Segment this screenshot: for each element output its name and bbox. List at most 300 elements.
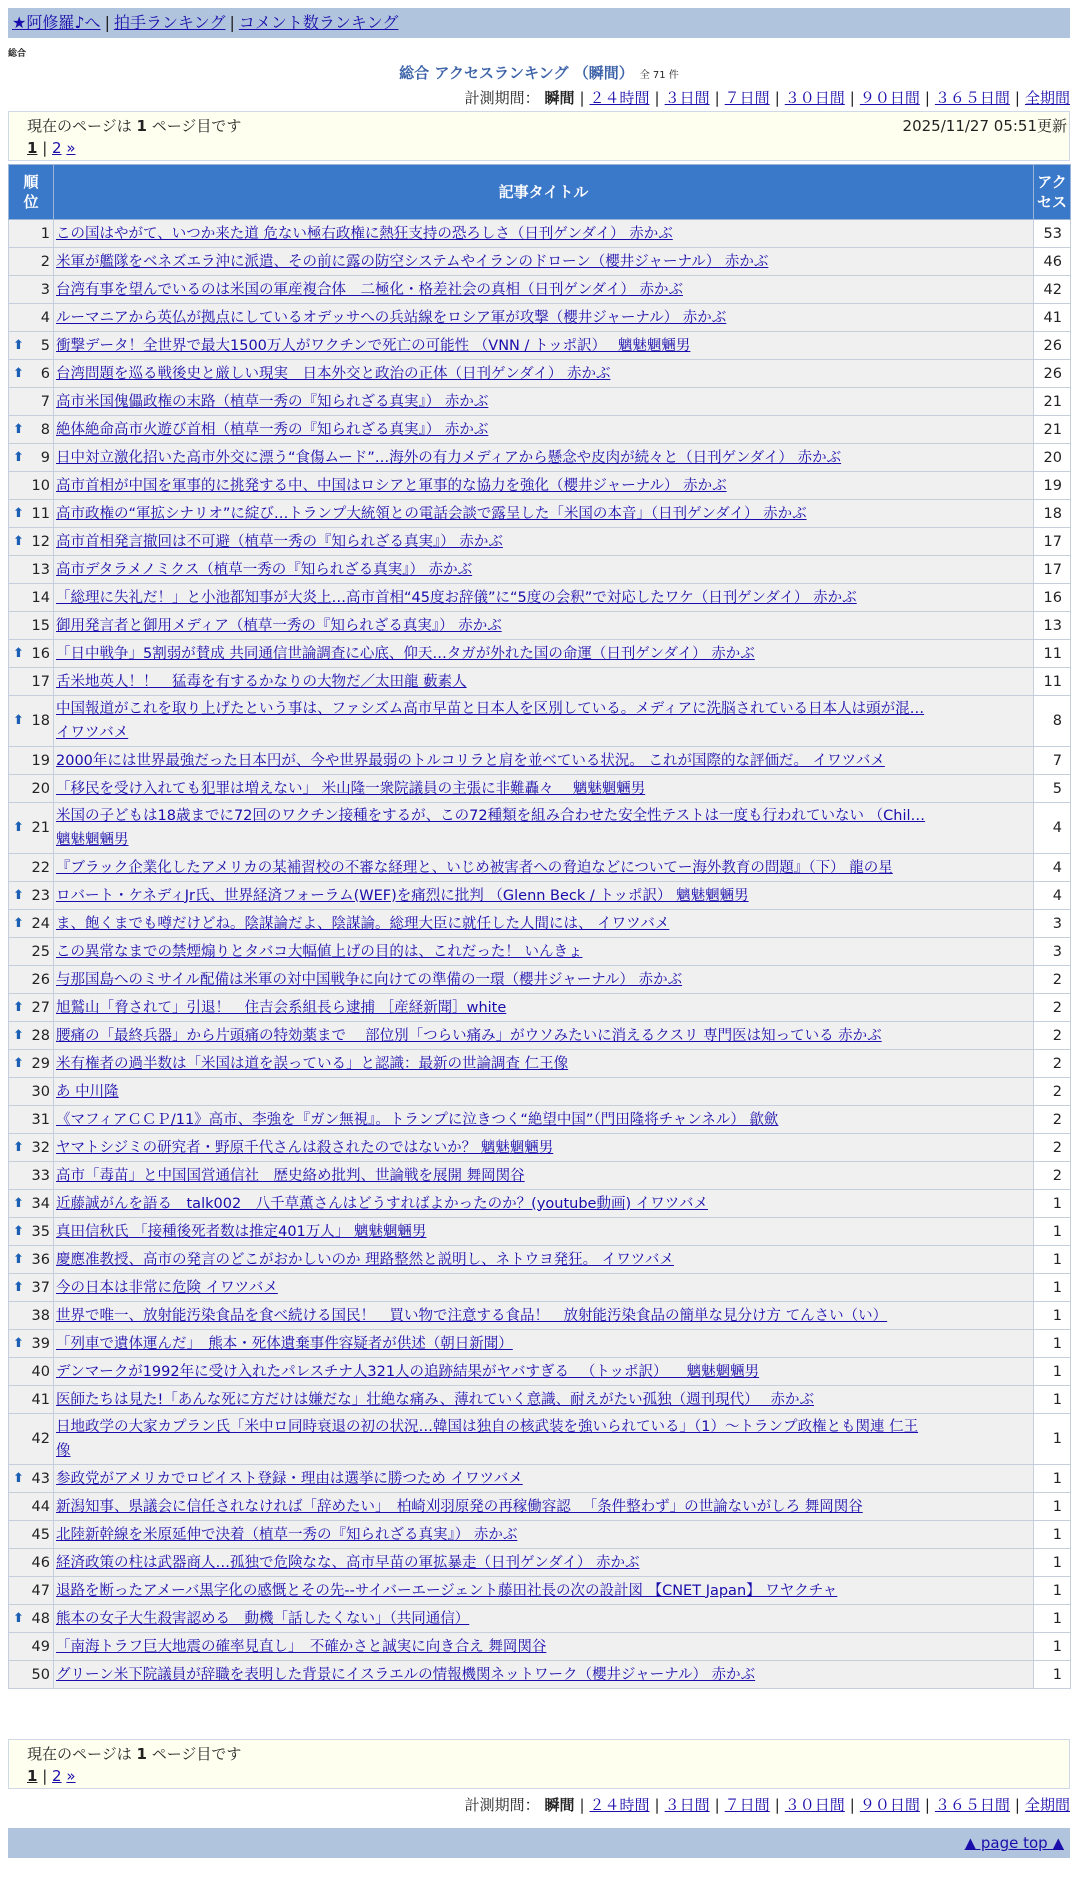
period-label: 計測期間： bbox=[464, 89, 540, 107]
period-current: 瞬間 bbox=[544, 1796, 575, 1814]
article-title-link[interactable]: 台湾有事を望んでいるのは米国の軍産複合体 二極化・格差社会の真相（日刊ゲンダイ） 赤かぶ bbox=[56, 281, 683, 298]
article-title-link[interactable]: 『ブラック企業化したアメリカの某補習校の不審な経理と、いじめ被害者への脅迫などについてー海外教育の問題』（下） 龍の星 bbox=[56, 859, 893, 876]
article-title-link[interactable]: 高市首相が中国を軍事的に挑発する中、中国はロシアと軍事的な協力を強化（櫻井ジャーナル） 赤かぶ bbox=[56, 477, 727, 494]
rank-number: 3 bbox=[40, 281, 50, 298]
rank-number: 11 bbox=[31, 505, 50, 522]
title-cell bbox=[54, 416, 1034, 444]
rank-number: 8 bbox=[40, 421, 50, 438]
rank-cell bbox=[9, 1190, 54, 1218]
title-cell bbox=[54, 747, 1034, 775]
table-row bbox=[9, 416, 1071, 444]
table-row bbox=[9, 388, 1071, 416]
table-row bbox=[9, 276, 1071, 304]
title-cell bbox=[54, 1521, 1034, 1549]
up-arrow-icon: ⬆ bbox=[13, 337, 24, 353]
pager-next[interactable]: » bbox=[66, 1767, 76, 1785]
page-text-suffix: ページ目です bbox=[151, 1745, 242, 1763]
nav-link-comment-ranking[interactable]: コメント数ランキング bbox=[238, 13, 399, 32]
access-count: 1 bbox=[1034, 1493, 1071, 1521]
article-title-link[interactable]: 経済政策の柱は武器商人…孤独で危険なな、高市早苗の軍拡暴走（日刊ゲンダイ） 赤かぶ bbox=[56, 1554, 640, 1571]
rank-number: 27 bbox=[31, 999, 50, 1016]
article-title-link[interactable]: 熊本の女子大生殺害認める 動機「話したくない」（共同通信） bbox=[56, 1610, 470, 1627]
rank-number: 6 bbox=[40, 365, 50, 382]
title-cell bbox=[54, 528, 1034, 556]
title-cell bbox=[54, 304, 1034, 332]
article-title-link[interactable]: 真田信秋氏 「接種後死者数は推定401万人」 魑魅魍魎男 bbox=[56, 1223, 427, 1240]
table-row bbox=[9, 1358, 1071, 1386]
access-count: 8 bbox=[1034, 696, 1071, 747]
table-row bbox=[9, 1549, 1071, 1577]
rank-number: 38 bbox=[31, 1307, 50, 1324]
article-author-link[interactable]: イワツバメ bbox=[56, 725, 129, 741]
rank-cell bbox=[9, 775, 54, 803]
pager-page-2[interactable]: 2 bbox=[52, 139, 62, 157]
title-cell bbox=[54, 1106, 1034, 1134]
rank-cell bbox=[9, 332, 54, 360]
article-title-link[interactable]: 旭鷲山「脅されて」引退！ 住吉会系組長ら逮捕 ［産経新聞］white bbox=[56, 999, 507, 1016]
period-365d[interactable]: ３６５日間 bbox=[934, 1796, 1010, 1814]
title-cell bbox=[54, 276, 1034, 304]
rank-cell bbox=[9, 1246, 54, 1274]
title-cell bbox=[54, 1465, 1034, 1493]
table-row bbox=[9, 854, 1071, 882]
article-title-link[interactable]: 新潟知事、県議会に信任されなければ「辞めたい」 柏崎刈羽原発の再稼働容認 「条件整わず」の世論ないがしろ 舞岡関谷 bbox=[56, 1498, 863, 1515]
title-cell bbox=[54, 332, 1034, 360]
rank-cell bbox=[9, 472, 54, 500]
article-title-link[interactable]: 世界で唯一、放射能汚染食品を食べ続ける国民！ 買い物で注意する食品！ 放射能汚染食品の簡単な見分け方 てんさい（い） bbox=[56, 1307, 888, 1324]
title-cell bbox=[54, 1493, 1034, 1521]
title-cell bbox=[54, 556, 1034, 584]
table-row bbox=[9, 528, 1071, 556]
article-title-link[interactable]: ま、飽くまでも噂だけどね。陰謀論だよ、陰謀論。総理大臣に就任した人間には、 イワツバメ bbox=[56, 915, 670, 932]
title-cell bbox=[54, 994, 1034, 1022]
article-title-link[interactable]: 高市首相発言撤回は不可避（植草一秀の『知られざる真実』） 赤かぶ bbox=[56, 533, 503, 550]
updated-timestamp: 2025/11/27 05:51更新 bbox=[902, 117, 1067, 135]
rank-number: 29 bbox=[31, 1055, 50, 1072]
article-title-link[interactable]: 「南海トラフ巨大地震の確率見直し」 不確かさと誠実に向き合え 舞岡関谷 bbox=[56, 1638, 547, 1655]
access-count: 5 bbox=[1034, 775, 1071, 803]
rank-cell bbox=[9, 444, 54, 472]
up-arrow-icon: ⬆ bbox=[13, 1610, 24, 1626]
rank-cell bbox=[9, 1274, 54, 1302]
article-title-link[interactable]: 医師たちは見た!「あんな死に方だけは嫌だな」壮絶な痛み、薄れていく意識、耐えがたい孤独（週刊現代） 赤かぶ bbox=[56, 1391, 815, 1408]
access-count: 2 bbox=[1034, 1050, 1071, 1078]
page-title bbox=[0, 62, 1078, 83]
article-title-link[interactable]: 参政党がアメリカでロビイスト登録・理由は選挙に勝つため イワツバメ bbox=[56, 1470, 523, 1487]
rank-number: 17 bbox=[31, 673, 50, 690]
article-author-link[interactable]: 像 bbox=[56, 1443, 71, 1459]
rank-number: 9 bbox=[40, 449, 50, 466]
access-count: 1 bbox=[1034, 1190, 1071, 1218]
title-cell bbox=[54, 584, 1034, 612]
pager-page-2[interactable]: 2 bbox=[52, 1767, 62, 1785]
page-info-top bbox=[8, 111, 1070, 161]
title-cell bbox=[54, 1330, 1034, 1358]
article-title-link[interactable]: この国はやがて、いつか来た道 危ない極右政権に熱狂支持の恐ろしさ（日刊ゲンダイ） 赤かぶ bbox=[56, 225, 673, 242]
rank-number: 24 bbox=[31, 915, 50, 932]
top-nav-bar bbox=[8, 8, 1070, 38]
rank-number: 1 bbox=[40, 225, 50, 242]
page-number: 1 bbox=[136, 1745, 147, 1763]
access-count: 1 bbox=[1034, 1330, 1071, 1358]
article-title-link[interactable]: 日地政学の大家カプラン氏「米中ロ同時衰退の初の状況…韓国は独自の核武装を強いられている」（1）～トランプ政権とも関連 仁王 bbox=[56, 1419, 919, 1435]
period-30d[interactable]: ３０日間 bbox=[784, 89, 845, 107]
table-row bbox=[9, 472, 1071, 500]
article-title-link[interactable]: 《マフィアＣＣＰ/11》高市、李強を『ガン無視』。トランプに泣きつく“絶望中国”（門田隆将チャンネル） 歙歛 bbox=[56, 1111, 779, 1128]
table-row bbox=[9, 1577, 1071, 1605]
access-count: 2 bbox=[1034, 966, 1071, 994]
title-cell bbox=[54, 1274, 1034, 1302]
title-cell bbox=[54, 360, 1034, 388]
header-access: アクセス bbox=[1034, 165, 1071, 220]
table-row bbox=[9, 696, 1071, 747]
article-title-link[interactable]: ルーマニアから英仏が拠点にしているオデッサへの兵站線をロシア軍が攻撃（櫻井ジャーナル） 赤かぶ bbox=[56, 309, 727, 326]
table-row bbox=[9, 1414, 1071, 1465]
period-all[interactable]: 全期間 bbox=[1024, 1796, 1070, 1814]
rank-cell bbox=[9, 696, 54, 747]
article-title-link[interactable]: 台湾問題を巡る戦後史と厳しい現実 日本外交と政治の正体（日刊ゲンダイ） 赤かぶ bbox=[56, 365, 611, 382]
up-arrow-icon: ⬆ bbox=[13, 915, 24, 931]
rank-number: 19 bbox=[31, 752, 50, 769]
table-row bbox=[9, 1661, 1071, 1689]
article-title-link[interactable]: 御用発言者と御用メディア（植草一秀の『知られざる真実』） 赤かぶ bbox=[56, 617, 502, 634]
article-title-link[interactable]: 高市「毒苗」と中国国営通信社 歴史絡め批判、世論戦を展開 舞岡関谷 bbox=[56, 1167, 525, 1184]
article-title-link[interactable]: グリーン米下院議員が辞職を表明した背景にイスラエルの情報機関ネットワーク（櫻井ジャーナル） 赤かぶ bbox=[56, 1666, 756, 1683]
period-7d[interactable]: ７日間 bbox=[724, 1796, 770, 1814]
article-title-link[interactable]: 日中対立激化招いた高市外交に漂う“食傷ムード”…海外の有力メディアから懸念や皮肉が続々と（日刊ゲンダイ） 赤かぶ bbox=[56, 449, 842, 466]
period-90d[interactable]: ９０日間 bbox=[859, 1796, 920, 1814]
title-cell bbox=[54, 854, 1034, 882]
ranking-table bbox=[8, 164, 1071, 1689]
title-cell bbox=[54, 472, 1034, 500]
title-cell bbox=[54, 1078, 1034, 1106]
rank-cell bbox=[9, 1078, 54, 1106]
rank-cell bbox=[9, 1493, 54, 1521]
table-row bbox=[9, 994, 1071, 1022]
title-cell bbox=[54, 1190, 1034, 1218]
rank-cell bbox=[9, 1465, 54, 1493]
access-count: 1 bbox=[1034, 1465, 1071, 1493]
rank-cell bbox=[9, 1134, 54, 1162]
period-30d[interactable]: ３０日間 bbox=[784, 1796, 845, 1814]
title-cell bbox=[54, 1302, 1034, 1330]
access-count: 7 bbox=[1034, 747, 1071, 775]
period-all[interactable]: 全期間 bbox=[1024, 89, 1070, 107]
rank-cell bbox=[9, 1022, 54, 1050]
rank-cell bbox=[9, 1386, 54, 1414]
table-row bbox=[9, 584, 1071, 612]
rank-cell bbox=[9, 938, 54, 966]
table-row bbox=[9, 1078, 1071, 1106]
access-count: 1 bbox=[1034, 1302, 1071, 1330]
period-7d[interactable]: ７日間 bbox=[724, 89, 770, 107]
title-cell bbox=[54, 640, 1034, 668]
rank-cell bbox=[9, 668, 54, 696]
access-count: 2 bbox=[1034, 994, 1071, 1022]
period-24h[interactable]: ２４時間 bbox=[589, 89, 650, 107]
rank-cell bbox=[9, 304, 54, 332]
article-title-link[interactable]: 衝撃データ！全世界で最大1500万人がワクチンで死亡の可能性 （VNN / トッポ訳） 魑魅魍魎男 bbox=[56, 337, 691, 354]
rank-cell bbox=[9, 747, 54, 775]
rank-number: 15 bbox=[31, 617, 50, 634]
up-arrow-icon: ⬆ bbox=[13, 645, 24, 661]
rank-cell bbox=[9, 1050, 54, 1078]
access-count: 19 bbox=[1034, 472, 1071, 500]
rank-cell bbox=[9, 612, 54, 640]
rank-number: 34 bbox=[31, 1195, 50, 1212]
article-title-link[interactable]: デンマークが1992年に受け入れたパレスチナ人321人の追跡結果がヤバすぎる （トッポ訳） 魑魅魍魎男 bbox=[56, 1363, 760, 1380]
article-title-link[interactable]: この異常なまでの禁煙煽りとタバコ大幅値上げの目的は、これだった！ いんきょ bbox=[56, 943, 583, 960]
up-arrow-icon: ⬆ bbox=[13, 421, 24, 437]
up-arrow-icon: ⬆ bbox=[13, 1470, 24, 1486]
page-top-link[interactable]: ▲ page top ▲ bbox=[964, 1834, 1064, 1852]
access-count: 2 bbox=[1034, 1106, 1071, 1134]
title-cell bbox=[54, 1134, 1034, 1162]
table-row bbox=[9, 1106, 1071, 1134]
access-count: 2 bbox=[1034, 1134, 1071, 1162]
rank-cell bbox=[9, 994, 54, 1022]
rank-cell bbox=[9, 416, 54, 444]
header-rank: 順位 bbox=[9, 165, 54, 220]
access-count: 4 bbox=[1034, 803, 1071, 854]
article-title-link[interactable]: 米軍が艦隊をベネズエラ沖に派遣、その前に露の防空システムやイランのドローン（櫻井ジャーナル） 赤かぶ bbox=[56, 253, 769, 270]
title-cell bbox=[54, 612, 1034, 640]
article-title-link[interactable]: 2000年には世界最強だった日本円が、今や世界最弱のトルコリラと肩を並べている状況。 これが国際的な評価だ。 イワツバメ bbox=[56, 752, 885, 769]
table-row bbox=[9, 1521, 1071, 1549]
rank-number: 44 bbox=[31, 1498, 50, 1515]
rank-cell bbox=[9, 360, 54, 388]
period-selector-bottom: 計測期間： 瞬間 | ２４時間 | ３日間 | ７日間 | ３０日間 | ９０日間 | ３６５日間 | 全期間 bbox=[464, 1796, 1070, 1814]
title-cell bbox=[54, 1022, 1034, 1050]
rank-cell bbox=[9, 528, 54, 556]
article-title-link[interactable]: あ 中川隆 bbox=[56, 1083, 119, 1100]
current-page-text bbox=[27, 115, 241, 136]
rank-cell bbox=[9, 803, 54, 854]
nav-separator: | bbox=[229, 13, 235, 32]
access-count: 21 bbox=[1034, 388, 1071, 416]
title-cell bbox=[54, 696, 1034, 747]
table-row bbox=[9, 1302, 1071, 1330]
nav-link-asyura[interactable]: ★阿修羅♪へ bbox=[12, 13, 101, 32]
title-cell bbox=[54, 1633, 1034, 1661]
rank-number: 43 bbox=[31, 1470, 50, 1487]
table-row bbox=[9, 1246, 1071, 1274]
access-count: 21 bbox=[1034, 416, 1071, 444]
table-row bbox=[9, 938, 1071, 966]
table-row bbox=[9, 556, 1071, 584]
access-count: 16 bbox=[1034, 584, 1071, 612]
table-row bbox=[9, 1605, 1071, 1633]
rank-number: 16 bbox=[31, 645, 50, 662]
access-count: 2 bbox=[1034, 1022, 1071, 1050]
article-title-link[interactable]: 「移民を受け入れても犯罪は増えない」 米山隆一衆院議員の主張に非難轟々 魑魅魍魎男 bbox=[56, 780, 646, 797]
access-count: 18 bbox=[1034, 500, 1071, 528]
table-row bbox=[9, 1330, 1071, 1358]
up-arrow-icon: ⬆ bbox=[13, 505, 24, 521]
rank-cell bbox=[9, 1633, 54, 1661]
access-count: 41 bbox=[1034, 304, 1071, 332]
title-cell bbox=[54, 248, 1034, 276]
period-365d[interactable]: ３６５日間 bbox=[934, 89, 1010, 107]
pagination-top: 1 | 2 » bbox=[27, 139, 76, 157]
article-title-link[interactable]: 退路を断ったアメーバ黒字化の感慨とその先--サイバーエージェント藤田社長の次の設計図 【CNET Japan】 ワヤクチャ bbox=[56, 1582, 838, 1599]
table-row bbox=[9, 612, 1071, 640]
title-cell bbox=[54, 775, 1034, 803]
rank-cell bbox=[9, 1661, 54, 1689]
article-title-link[interactable]: 絶体絶命高市火遊び首相（植草一秀の『知られざる真実』） 赤かぶ bbox=[56, 421, 489, 438]
article-author-link[interactable]: 魑魅魍魎男 bbox=[56, 832, 129, 848]
title-cell bbox=[54, 444, 1034, 472]
article-title-link[interactable]: 慶應准教授、高市の発言のどこがおかしいのか 理路整然と説明し、ネトウヨ発狂。 イワツバメ bbox=[56, 1251, 674, 1268]
rank-number: 7 bbox=[40, 393, 50, 410]
rank-number: 50 bbox=[31, 1666, 50, 1683]
article-title-link[interactable]: 中国報道がこれを取り上げたという事は、ファシズム高市早苗と日本人を区別している。メディアに洗脳されている日本人は頭が混… bbox=[56, 701, 925, 717]
title-cell bbox=[54, 1661, 1034, 1689]
title-cell bbox=[54, 388, 1034, 416]
rank-number: 39 bbox=[31, 1335, 50, 1352]
table-row bbox=[9, 966, 1071, 994]
rank-cell bbox=[9, 1358, 54, 1386]
pager-next[interactable]: » bbox=[66, 139, 76, 157]
up-arrow-icon: ⬆ bbox=[13, 1251, 24, 1267]
period-selector-top: 計測期間： 瞬間 | ２４時間 | ３日間 | ７日間 | ３０日間 | ９０日間 | ３６５日間 | 全期間 bbox=[464, 89, 1070, 107]
rank-cell bbox=[9, 1302, 54, 1330]
rank-number: 25 bbox=[31, 943, 50, 960]
rank-cell bbox=[9, 220, 54, 248]
table-row bbox=[9, 1493, 1071, 1521]
access-count: 42 bbox=[1034, 276, 1071, 304]
article-title-link[interactable]: 与那国島へのミサイル配備は米軍の対中国戦争に向けての準備の一環（櫻井ジャーナル） 赤かぶ bbox=[56, 971, 683, 988]
rank-number: 5 bbox=[40, 337, 50, 354]
rank-cell bbox=[9, 248, 54, 276]
rank-number: 30 bbox=[31, 1083, 50, 1100]
nav-link-applause-ranking[interactable]: 拍手ランキング bbox=[113, 13, 226, 32]
article-title-link[interactable]: 高市デタラメノミクス（植草一秀の『知られざる真実』） 赤かぶ bbox=[56, 561, 473, 578]
access-count: 13 bbox=[1034, 612, 1071, 640]
rank-cell bbox=[9, 500, 54, 528]
up-arrow-icon: ⬆ bbox=[13, 999, 24, 1015]
total-count: 全 71 件 bbox=[639, 70, 679, 81]
title-cell bbox=[54, 966, 1034, 994]
article-title-link[interactable]: 腰痛の「最終兵器」から片頭痛の特効薬まで 部位別「つらい痛み」がウソみたいに消えるクスリ 専門医は知っている 赤かぶ bbox=[56, 1027, 882, 1044]
table-row bbox=[9, 1162, 1071, 1190]
page-text-suffix: ページ目です bbox=[151, 117, 242, 135]
up-arrow-icon: ⬆ bbox=[13, 1223, 24, 1239]
period-3d[interactable]: ３日間 bbox=[664, 89, 710, 107]
table-row bbox=[9, 1050, 1071, 1078]
article-title-link[interactable]: 近藤誠がんを語る talk002 八千草薫さんはどうすればよかったのか？(youtube動画) イワツバメ bbox=[56, 1195, 708, 1212]
rank-number: 40 bbox=[31, 1363, 50, 1380]
article-title-link[interactable]: 高市米国傀儡政権の末路（植草一秀の『知られざる真実』） 赤かぶ bbox=[56, 393, 489, 410]
rank-cell bbox=[9, 388, 54, 416]
rank-number: 31 bbox=[31, 1111, 50, 1128]
access-count: 17 bbox=[1034, 556, 1071, 584]
title-cell bbox=[54, 1605, 1034, 1633]
rank-number: 22 bbox=[31, 859, 50, 876]
up-arrow-icon: ⬆ bbox=[13, 887, 24, 903]
rank-number: 4 bbox=[40, 309, 50, 326]
up-arrow-icon: ⬆ bbox=[13, 1279, 24, 1295]
article-title-link[interactable]: 「日中戦争」5割弱が賛成 共同通信世論調査に心底、仰天…タガが外れた国の命運（日刊ゲンダイ） 赤かぶ bbox=[56, 645, 755, 662]
rank-number: 48 bbox=[31, 1610, 50, 1627]
article-title-link[interactable]: 「総理に失礼だ！」と小池都知事が大炎上…高市首相“45度お辞儀”に“5度の会釈”で対応したワケ（日刊ゲンダイ） 赤かぶ bbox=[56, 589, 857, 606]
table-row bbox=[9, 1022, 1071, 1050]
rank-number: 18 bbox=[31, 713, 50, 729]
period-3d[interactable]: ３日間 bbox=[664, 1796, 710, 1814]
access-count: 1 bbox=[1034, 1605, 1071, 1633]
article-title-link[interactable]: ヤマトシジミの研究者・野原千代さんは殺されたのではないか？ 魑魅魍魎男 bbox=[56, 1139, 554, 1156]
rank-cell bbox=[9, 1414, 54, 1465]
table-row bbox=[9, 304, 1071, 332]
table-row bbox=[9, 882, 1071, 910]
ranking-table-body bbox=[9, 220, 1071, 1689]
access-count: 46 bbox=[1034, 248, 1071, 276]
pager-current: 1 bbox=[27, 1767, 38, 1785]
title-cell bbox=[54, 1386, 1034, 1414]
table-row bbox=[9, 444, 1071, 472]
article-title-link[interactable]: 今の日本は非常に危険 イワツバメ bbox=[56, 1279, 278, 1296]
access-count: 1 bbox=[1034, 1358, 1071, 1386]
access-count: 2 bbox=[1034, 1078, 1071, 1106]
article-title-link[interactable]: 北陸新幹線を米原延伸で決着（植草一秀の『知られざる真実』） 赤かぶ bbox=[56, 1526, 518, 1543]
table-row bbox=[9, 640, 1071, 668]
title-cell bbox=[54, 1162, 1034, 1190]
rank-cell bbox=[9, 966, 54, 994]
article-title-link[interactable]: 米有権者の過半数は「米国は道を誤っている」と認識：最新の世論調査 仁王像 bbox=[56, 1055, 569, 1072]
period-24h[interactable]: ２４時間 bbox=[589, 1796, 650, 1814]
up-arrow-icon: ⬆ bbox=[13, 1055, 24, 1071]
rank-cell bbox=[9, 910, 54, 938]
article-title-link[interactable]: 高市政権の“軍拡シナリオ”に綻び…トランプ大統領との電話会談で露呈した「米国の本音」（日刊ゲンダイ） 赤かぶ bbox=[56, 505, 807, 522]
article-title-link[interactable]: 「列車で遺体運んだ」 熊本・死体遺棄事件容疑者が供述（朝日新聞） bbox=[56, 1335, 513, 1352]
table-row bbox=[9, 1134, 1071, 1162]
nav-separator: | bbox=[104, 13, 110, 32]
access-count: 20 bbox=[1034, 444, 1071, 472]
rank-cell bbox=[9, 1549, 54, 1577]
access-count: 11 bbox=[1034, 640, 1071, 668]
table-header-row bbox=[9, 165, 1071, 220]
title-cell bbox=[54, 668, 1034, 696]
table-row bbox=[9, 775, 1071, 803]
article-title-link[interactable]: ロバート・ケネディJr氏、世界経済フォーラム(WEF)を痛烈に批判 （Glenn Beck / トッポ訳） 魑魅魍魎男 bbox=[56, 887, 749, 904]
article-title-link[interactable]: 舌米地英人！！ 猛毒を有するかなりの大物だ／太田龍 藪素人 bbox=[56, 673, 467, 690]
access-count: 1 bbox=[1034, 1633, 1071, 1661]
pager-current: 1 bbox=[27, 139, 38, 157]
rank-cell bbox=[9, 1577, 54, 1605]
rank-number: 47 bbox=[31, 1582, 50, 1599]
access-count: 26 bbox=[1034, 332, 1071, 360]
rank-number: 37 bbox=[31, 1279, 50, 1296]
article-title-link[interactable]: 米国の子どもは18歳までに72回のワクチン接種をするが、この72種類を組み合わせた安全性テストは一度も行われていない （Chil… bbox=[56, 808, 926, 824]
rank-number: 32 bbox=[31, 1139, 50, 1156]
up-arrow-icon: ⬆ bbox=[13, 365, 24, 381]
page-info-bottom bbox=[8, 1739, 1070, 1789]
title-cell bbox=[54, 910, 1034, 938]
title-cell bbox=[54, 500, 1034, 528]
title-cell bbox=[54, 1577, 1034, 1605]
rank-number: 49 bbox=[31, 1638, 50, 1655]
rank-number: 13 bbox=[31, 561, 50, 578]
period-90d[interactable]: ９０日間 bbox=[859, 89, 920, 107]
table-row bbox=[9, 1274, 1071, 1302]
table-row bbox=[9, 332, 1071, 360]
up-arrow-icon: ⬆ bbox=[13, 1195, 24, 1211]
access-count: 26 bbox=[1034, 360, 1071, 388]
rank-cell bbox=[9, 584, 54, 612]
up-arrow-icon: ⬆ bbox=[13, 1027, 24, 1043]
table-row bbox=[9, 220, 1071, 248]
access-count: 11 bbox=[1034, 668, 1071, 696]
